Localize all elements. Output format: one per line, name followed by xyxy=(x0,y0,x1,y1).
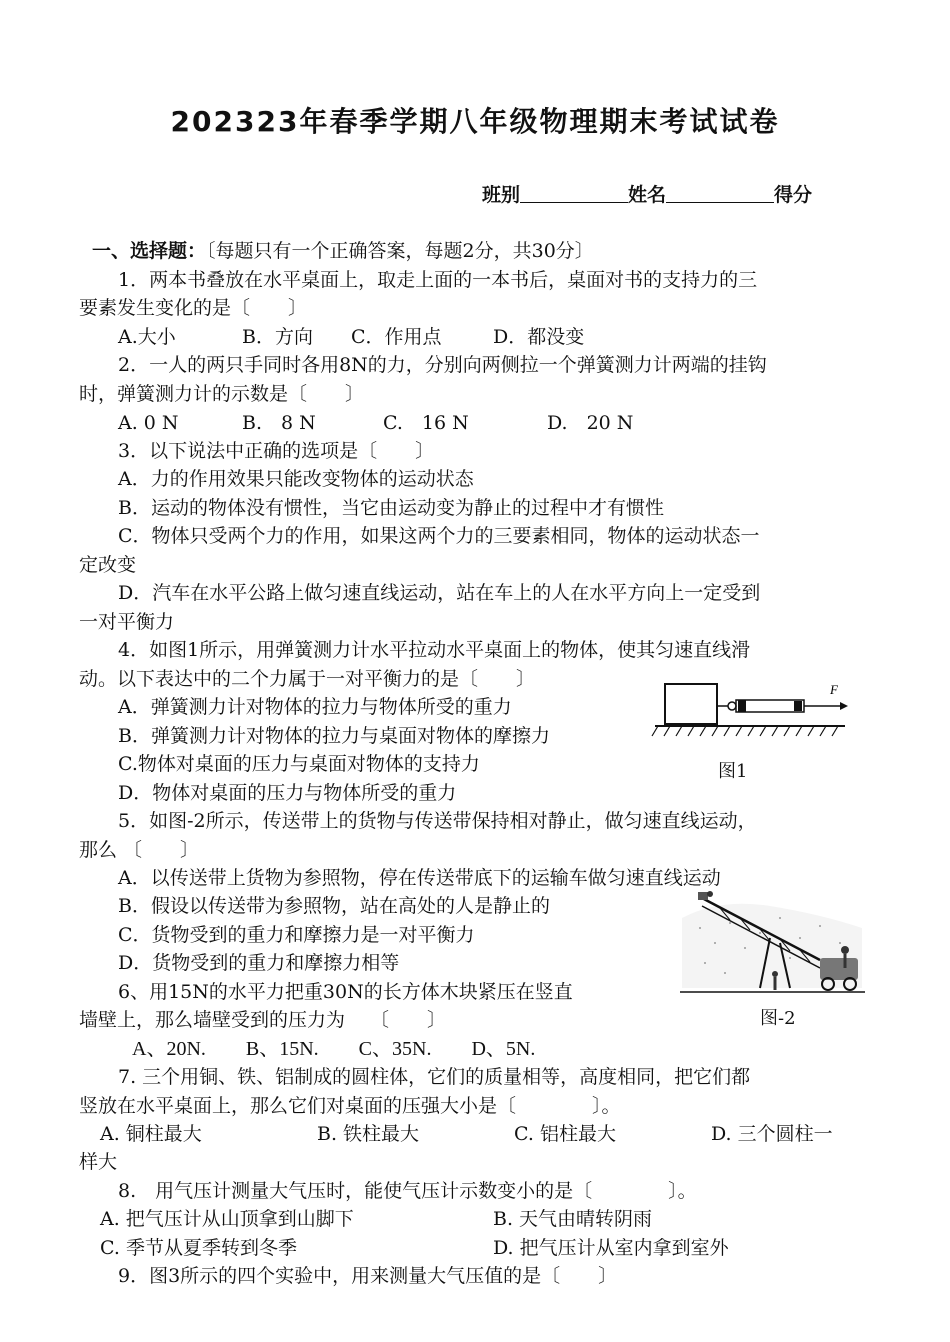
force-label: F xyxy=(830,682,838,697)
q7-option-c: C. 铝柱最大 xyxy=(514,1123,616,1145)
q2-option-c: C. 16 N xyxy=(383,412,469,434)
page-title: 202323年春季学期八年级物理期末考试试卷 xyxy=(170,105,780,138)
figure-1-label: 图1 xyxy=(718,761,748,782)
transport-cart xyxy=(820,958,858,980)
q3-line1: 3．以下说法中正确的选项是〔 〕 xyxy=(118,440,435,462)
q1-line1: 1．两本书叠放在水平桌面上，取走上面的一本书后，桌面对书的支持力的三 xyxy=(118,269,758,291)
q7-option-b: B. 铁柱最大 xyxy=(317,1123,420,1145)
q5-option-b: B．假设以传送带为参照物，站在高处的人是静止的 xyxy=(118,895,550,917)
q2-option-a: A. 0 N xyxy=(118,412,179,434)
figure-2-conveyor-belt xyxy=(680,888,865,1006)
q7-line2: 竖放在水平桌面上，那么它们对桌面的压强大小是〔 〕。 xyxy=(79,1095,621,1117)
name-label: 姓名 xyxy=(628,184,667,206)
q1-line2: 要素发生变化的是〔 〕 xyxy=(79,297,308,319)
q3-option-a: A．力的作用效果只能改变物体的运动状态 xyxy=(118,468,474,490)
q8-line1: 8. 用气压计测量大气压时，能使气压计示数变小的是〔 〕。 xyxy=(118,1180,697,1202)
worker-at-cart xyxy=(841,946,849,954)
q4-line1: 4．如图1所示，用弹簧测力计水平拉动水平桌面上的物体，使其匀速直线滑 xyxy=(118,639,751,661)
q4-option-a: A．弹簧测力计对物体的拉力与物体所受的重力 xyxy=(118,696,512,718)
q7-line1: 7. 三个用铜、铁、铝制成的圆柱体，它们的质量相等，高度相同，把它们都 xyxy=(118,1066,751,1088)
spring-scale-body xyxy=(736,700,804,712)
q8-option-d: D. 把气压计从室内拿到室外 xyxy=(493,1237,729,1259)
class-blank[interactable] xyxy=(520,182,628,203)
cargo-bag xyxy=(698,892,708,900)
q5-line2: 那么 〔 〕 xyxy=(79,839,200,861)
q6-line2: 墙壁上，那么墙壁受到的压力为 〔 〕 xyxy=(79,1009,447,1031)
q8-option-b: B. 天气由晴转阴雨 xyxy=(493,1208,653,1230)
q4-option-b: B．弹簧测力计对物体的拉力与桌面对物体的摩擦力 xyxy=(118,725,550,747)
section-note: 〔每题只有一个正确答案，每题2分，共30分〕 xyxy=(206,240,594,262)
q3-option-b: B．运动的物体没有惯性，当它由运动变为静止的过程中才有惯性 xyxy=(118,497,664,519)
worker-under-belt xyxy=(772,971,778,977)
q4-option-d: D．物体对桌面的压力与物体所受的重力 xyxy=(118,782,457,804)
section-title: 一、选择题： xyxy=(92,240,207,262)
q2-line1: 2．一人的两只手同时各用8N的力，分别向两侧拉一个弹簧测力计两端的挂钩 xyxy=(118,354,767,376)
q7-option-d-line2: 样大 xyxy=(79,1151,118,1173)
q1-option-d: D．都没变 xyxy=(493,326,585,348)
q5-option-c: C．货物受到的重力和摩擦力是一对平衡力 xyxy=(118,924,475,946)
figure-2-label: 图-2 xyxy=(760,1008,796,1029)
q1-option-a: A.大小 xyxy=(118,326,176,348)
block-shape xyxy=(665,684,717,724)
q5-line1: 5．如图-2所示，传送带上的货物与传送带保持相对静止，做匀速直线运动， xyxy=(118,810,757,832)
q4-line2: 动。以下表达中的二个力属于一对平衡力的是〔 〕 xyxy=(79,668,536,690)
q2-line2: 时，弹簧测力计的示数是〔 〕 xyxy=(79,383,365,405)
q3-option-d-line2: 一对平衡力 xyxy=(79,611,175,633)
class-label: 班别 xyxy=(482,184,521,206)
q5-option-d: D．货物受到的重力和摩擦力相等 xyxy=(118,952,400,974)
q8-option-a: A. 把气压计从山顶拿到山脚下 xyxy=(100,1208,354,1230)
student-info-row xyxy=(482,182,812,208)
q9-line1: 9．图3所示的四个实验中，用来测量大气压值的是〔 〕 xyxy=(118,1265,618,1287)
q2-option-d: D. 20 N xyxy=(547,412,634,434)
q1-option-b: B．方向 xyxy=(242,326,313,348)
q3-option-c-line2: 定改变 xyxy=(79,554,137,576)
table-hatching xyxy=(652,726,838,736)
hook-shape xyxy=(728,702,736,710)
section-heading xyxy=(92,238,594,264)
figure-1-spring-scale xyxy=(650,678,850,750)
q3-option-c-line1: C．物体只受两个力的作用，如果这两个力的三要素相同，物体的运动状态一 xyxy=(118,525,760,547)
arrow-head xyxy=(840,702,848,710)
q7-option-a: A. 铜柱最大 xyxy=(100,1123,202,1145)
q6-line1: 6、用15N的水平力把重30N的长方体木块紧压在竖直 xyxy=(118,981,573,1003)
q5-option-a: A．以传送带上货物为参照物，停在传送带底下的运输车做匀速直线运动 xyxy=(118,867,721,889)
q1-option-c: C．作用点 xyxy=(351,326,442,348)
worker-on-top xyxy=(707,891,713,897)
q2-option-b: B. 8 N xyxy=(242,412,316,434)
q3-option-d-line1: D．汽车在水平公路上做匀速直线运动，站在车上的人在水平方向上一定受到 xyxy=(118,582,761,604)
q8-option-c: C. 季节从夏季转到冬季 xyxy=(100,1237,297,1259)
q6-options: A、20N. B、15N. C、35N. D、5N. xyxy=(132,1038,536,1060)
q7-option-d: D. 三个圆柱一 xyxy=(711,1123,833,1145)
q4-option-c: C.物体对桌面的压力与桌面对物体的支持力 xyxy=(118,753,480,775)
score-label: 得分 xyxy=(774,184,813,206)
name-blank[interactable] xyxy=(666,182,774,203)
